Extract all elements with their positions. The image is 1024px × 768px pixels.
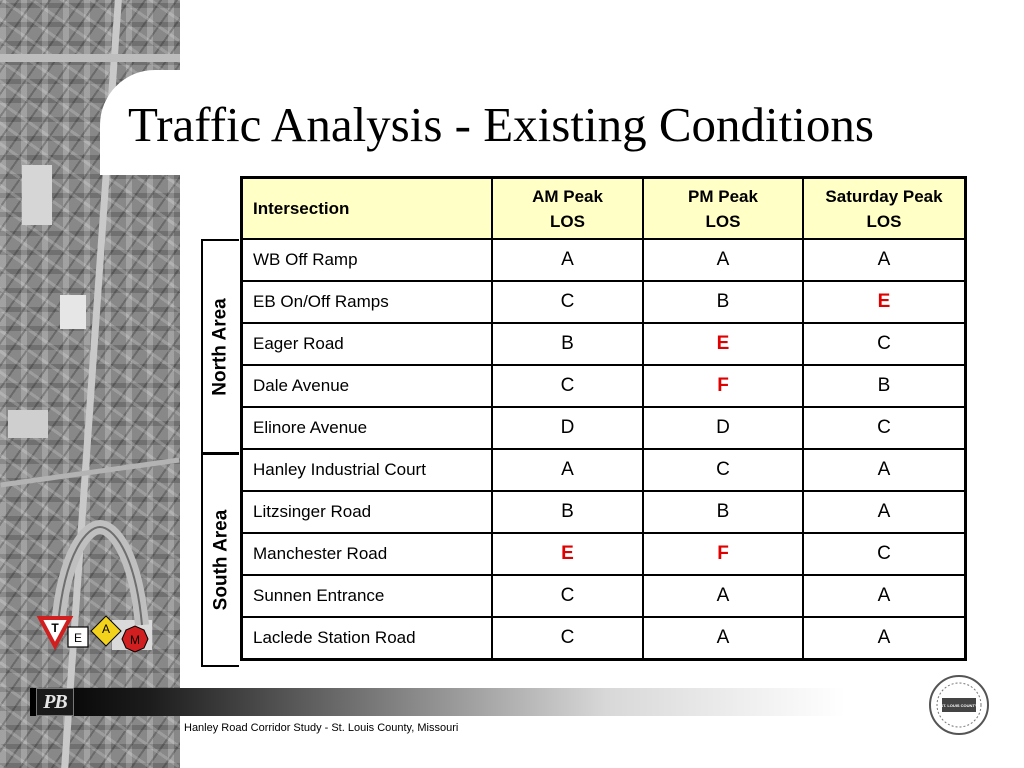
pm-los: A: [643, 575, 803, 617]
table-row: [242, 407, 966, 449]
team-letter-t: T: [51, 621, 59, 635]
header-am-line1: AM Peak: [532, 186, 603, 206]
slide-title: Traffic Analysis - Existing Conditions: [128, 97, 874, 152]
team-letter-e: E: [73, 631, 83, 645]
saturday-los: C: [803, 323, 966, 365]
pm-los: E: [643, 323, 803, 365]
team-letter-a: A: [101, 622, 111, 636]
am-los: A: [492, 449, 643, 491]
table-row: [242, 239, 966, 281]
header-pm-line1: PM Peak: [688, 186, 758, 206]
saturday-los: A: [803, 617, 966, 660]
north-area-label: [201, 239, 239, 454]
pm-los: F: [643, 533, 803, 575]
am-los: B: [492, 491, 643, 533]
intersection-name: Manchester Road: [242, 533, 493, 575]
county-seal-logo: [928, 674, 990, 736]
saturday-los: C: [803, 533, 966, 575]
intersection-name: Eager Road: [242, 323, 493, 365]
table-row: [242, 365, 966, 407]
header-pm-peak: [643, 178, 803, 240]
south-area-label: [201, 453, 239, 667]
pm-los: A: [643, 617, 803, 660]
pm-los: D: [643, 407, 803, 449]
saturday-los: C: [803, 407, 966, 449]
aerial-building: [22, 165, 52, 225]
am-los: D: [492, 407, 643, 449]
table-row: [242, 617, 966, 660]
intersection-name: Laclede Station Road: [242, 617, 493, 660]
header-am-line2: LOS: [550, 211, 585, 231]
am-los: A: [492, 239, 643, 281]
am-los: E: [492, 533, 643, 575]
table-header-row: [242, 178, 966, 240]
seal-text: ST. LOUIS COUNTY: [940, 703, 978, 708]
am-los: C: [492, 575, 643, 617]
header-pm-line2: LOS: [705, 211, 741, 231]
footer-gradient-bar: [30, 688, 1024, 716]
intersection-name: Elinore Avenue: [242, 407, 493, 449]
saturday-los: A: [803, 491, 966, 533]
saturday-los: B: [803, 365, 966, 407]
table-row: [242, 491, 966, 533]
pm-los: B: [643, 281, 803, 323]
intersection-name: EB On/Off Ramps: [242, 281, 493, 323]
pm-los: B: [643, 491, 803, 533]
header-am-peak: [492, 178, 643, 240]
table-row: [242, 533, 966, 575]
table-body: [242, 239, 966, 660]
pm-los: F: [643, 365, 803, 407]
aerial-road: [0, 54, 180, 62]
header-sat-line1: Saturday Peak: [825, 186, 943, 206]
pb-logo: PB: [36, 688, 74, 716]
am-los: C: [492, 281, 643, 323]
am-los: C: [492, 365, 643, 407]
table-row: [242, 323, 966, 365]
am-los: C: [492, 617, 643, 660]
pm-los: A: [643, 239, 803, 281]
am-los: B: [492, 323, 643, 365]
saturday-los: E: [803, 281, 966, 323]
footer-text: Hanley Road Corridor Study - St. Louis County, Missouri: [184, 722, 459, 734]
intersection-name: Sunnen Entrance: [242, 575, 493, 617]
saturday-los: A: [803, 575, 966, 617]
gateway-arch-icon: [58, 527, 142, 625]
saturday-los: A: [803, 449, 966, 491]
table-row: [242, 281, 966, 323]
aerial-building: [8, 410, 48, 438]
table-row: [242, 575, 966, 617]
team-arch-logo: [30, 515, 160, 665]
pm-los: C: [643, 449, 803, 491]
intersection-name: Hanley Industrial Court: [242, 449, 493, 491]
north-area-text: North Area: [210, 297, 232, 396]
south-area-text: South Area: [210, 509, 232, 611]
saturday-los: A: [803, 239, 966, 281]
los-table: [240, 176, 967, 661]
intersection-name: Dale Avenue: [242, 365, 493, 407]
header-saturday-peak: [803, 178, 966, 240]
aerial-building: [60, 295, 86, 329]
header-intersection: Intersection: [242, 178, 493, 240]
table-row: [242, 449, 966, 491]
header-sat-line2: LOS: [866, 211, 902, 231]
aerial-road: [1, 457, 180, 487]
intersection-name: WB Off Ramp: [242, 239, 493, 281]
intersection-name: Litzsinger Road: [242, 491, 493, 533]
team-letter-m: M: [130, 633, 140, 647]
